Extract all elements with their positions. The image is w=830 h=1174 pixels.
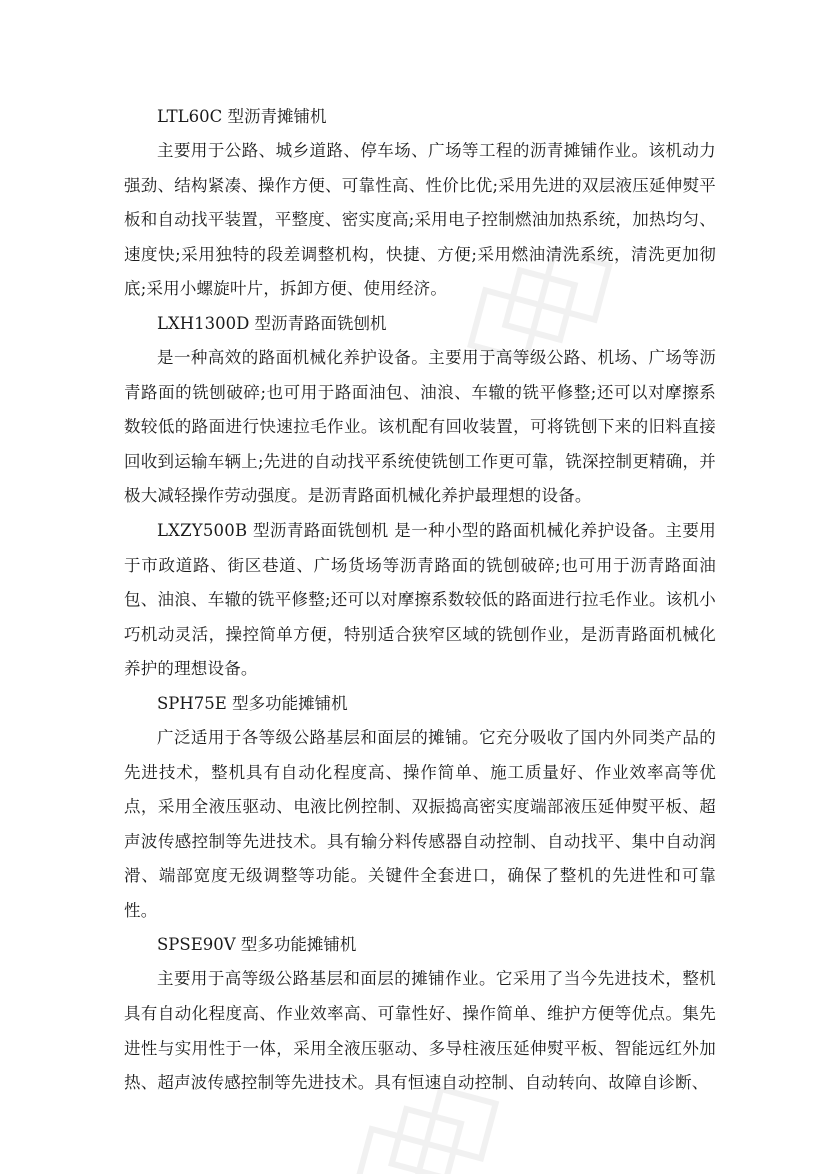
section-heading-sph75e: SPH75E 型多功能摊铺机	[157, 693, 348, 713]
section-paragraph-sph75e: 广泛适用于各等级公路基层和面层的摊铺。它充分吸收了国内外同类产品的先进技术，整机具有自动化程度高、操作简单、施工质量好、作业效率高等优点，采用全液压驱动、电液比例控制、双振捣高密实度端部液压延伸熨平板、超声波传感控制等先进技术。具有输分料传感器自动控制、自动找平、集中自动润滑、端部宽度无级调整等功能。关键件全套进口，确保了整机的先进性和可靠性。	[124, 727, 716, 920]
section-heading-lxh1300d: LXH1300D 型沥青路面铣刨机	[157, 313, 387, 333]
section-paragraph-lxzy500b: LXZY500B 型沥青路面铣刨机 是一种小型的路面机械化养护设备。主要用于市政道路、街区巷道、广场货场等沥青路面的铣刨破碎;也可用于沥青路面油包、油浪、车辙的铣平修整;还可以对摩擦系数较低的路面进行拉毛作业。该机小巧机动灵活，操控简单方便，特别适合狭窄区域的铣刨作业，是沥青路面机械化养护的理想设备。	[124, 520, 716, 679]
section-heading-ltl60c: LTL60C 型沥青摊铺机	[157, 107, 327, 126]
section-heading-spse90v: SPSE90V 型多功能摊铺机	[157, 935, 357, 955]
document-body	[124, 100, 716, 1101]
section-paragraph-ltl60c: 主要用于公路、城乡道路、停车场、广场等工程的沥青摊铺作业。该机动力强劲、结构紧凑、操作方便、可靠性高、性价比优;采用先进的双层液压延伸熨平板和自动找平装置，平整度、密实度高;采用电子控制燃油加热系统，加热均匀、速度快;采用独特的段差调整机构，快捷、方便;采用燃油清洗系统，清洗更加彻底;采用小螺旋叶片，拆卸方便、使用经济。	[124, 141, 716, 299]
section-paragraph-spse90v: 主要用于高等级公路基层和面层的摊铺作业。它采用了当今先进技术，整机具有自动化程度高、作业效率高、可靠性好、操作简单、维护方便等优点。集先进性与实用性于一体，采用全液压驱动、多导柱液压延伸熨平板、智能远红外加热、超声波传感控制等先进技术。具有恒速自动控制、自动转向、故障自诊断、	[124, 969, 716, 1093]
section-paragraph-lxh1300d: 是一种高效的路面机械化养护设备。主要用于高等级公路、机场、广场等沥青路面的铣刨破碎;也可用于路面油包、油浪、车辙的铣平修整;还可以对摩擦系数较低的路面进行快速拉毛作业。该机配有回收装置，可将铣刨下来的旧料直接回收到运输车辆上;先进的自动找平系统使铣刨工作更可靠，铣深控制更精确，并极大减轻操作劳动强度。是沥青路面机械化养护最理想的设备。	[124, 347, 716, 506]
